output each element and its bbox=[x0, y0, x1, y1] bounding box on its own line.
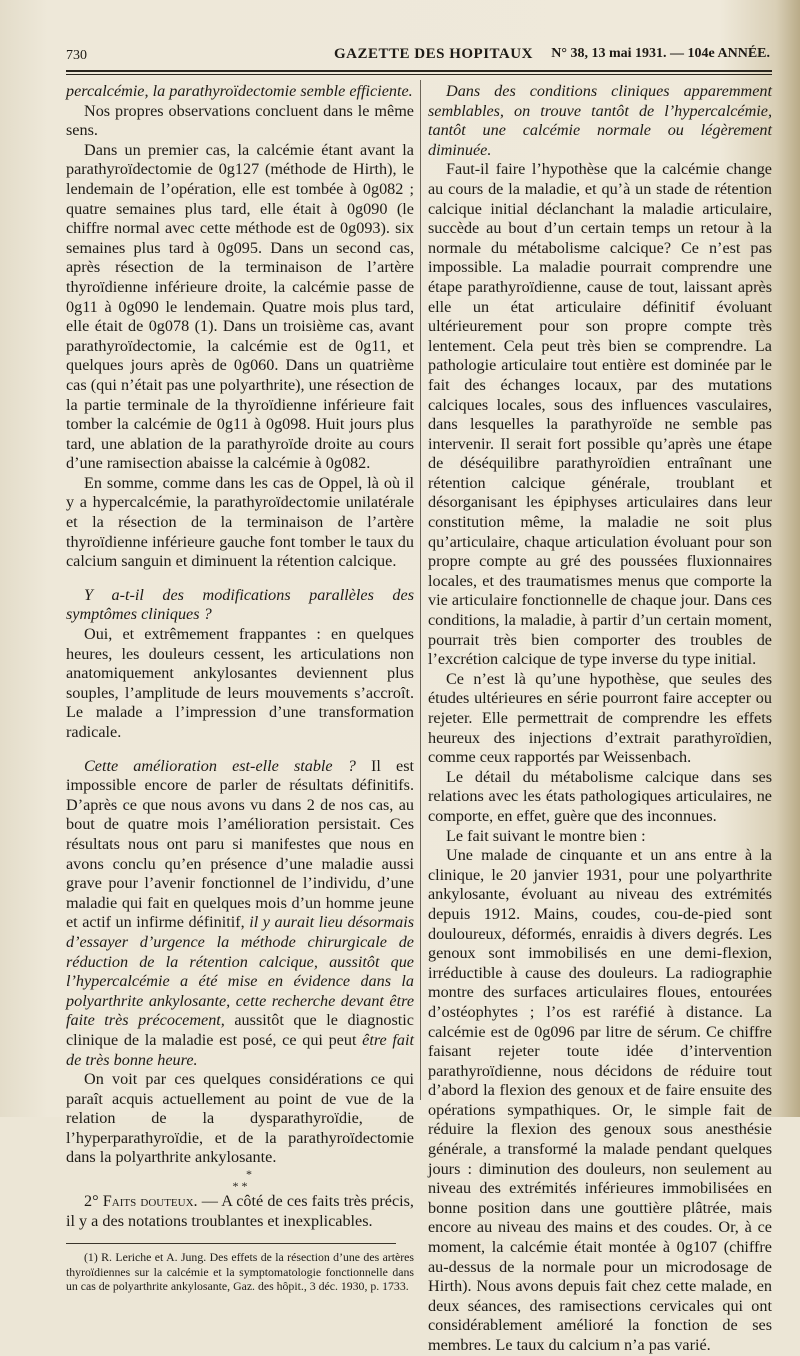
section-heading: Dans des conditions cliniques apparemment semblables, on trouve tantôt de l’hypercalcémie, tantôt une calcémie normale ou légèrement diminuée. bbox=[428, 82, 772, 159]
right-column bbox=[428, 82, 772, 1356]
paragraph bbox=[66, 757, 414, 1071]
header-rule-thick bbox=[66, 70, 772, 72]
paragraph: Le fait suivant le montre bien : bbox=[446, 826, 646, 845]
paragraph: Le détail du métabolisme calcique dans ses relations avec les états pathologiques articulaires, ne comporte, en effet, guère que des inconnues. bbox=[428, 767, 772, 825]
paragraph: Une malade de cinquante et un ans entre à la clinique, le 20 janvier 1931, pour une polyarthrite ankylosante, évoluant au niveau des extrémités depuis 1912. Mains, coudes, cou-de-pied sont douloureux, déformés, enraidis à divers degrés. Les genoux sont immobilisés en une demi-flexion, irréductible à cause des douleurs. La radiographie montre des surfaces articulaires floues, entourées d’ostéophytes ; l’os est raréfié à distance. La calcémie est de 0g096 par litre de sérum. Ce chiffre faisant rejeter toute idée d’intervention parathyroïdienne, nous décidons de réduire tout d’abord la flexion des genoux et de faire ensuite des opérations sympathiques. Or, le simple fait de réduire la flexion des genoux sous anesthésie générale, a transformé la malade pendant quelques jours : diminution des douleurs, non seulement au niveau des extrémités inférieures immobilisées en bonne position dans une gouttière plâtrée, mais encore au niveau des mains et des coudes. Or, à ce moment, la calcémie était montée à 0g107 (chiffre au-dessus de la normale pour un microdosage de Hirth). Nous avons depuis fait chez cette malade, en deux séances, des ramisections cervicales qui ont considérablement amélioré la fonction de ses membres. Le taux du calcium n’a pas varié. bbox=[428, 846, 772, 1354]
issue-info: N° 38, 13 mai 1931. — 104e ANNÉE. bbox=[551, 46, 770, 61]
section-heading: Y a-t-il des modifications parallèles des symptômes cliniques ? bbox=[66, 585, 414, 624]
page-header bbox=[66, 44, 770, 66]
paragraph: Dans un premier cas, la calcémie étant avant la parathyroïdectomie de 0g127 (méthode de Hirth), le lendemain de l’opération, elle est tombée à 0g082 ; quatre semaines plus tard, elle était à 0g090 (le chiffre normal avec cette méthode est de 0g093). six semaines plus tard à 0g095. Dans un second cas, après résection de la terminaison de l’artère thyroïdienne inférieure droite, la calcémie passe de 0g11 à 0g090 le lendemain. Quatre mois plus tard, elle était de 0g078 (1). Dans un troisième cas, avant parathyroïdectomie, la calcémie est de 0g11, et quelques jours après de 0g060. Dans un quatrième cas (qui n’était pas une polyarthrite), une résection de la partie terminale de la thyroïdienne inférieure fait tomber la calcémie de 0g11 à 0g098. Huit jours plus tard, une ablation de la parathyroïde droite au cours d’une ramisection abaisse la calcémie à 0g082. bbox=[66, 140, 414, 473]
journal-title: GAZETTE DES HOPITAUX bbox=[334, 46, 533, 62]
text-run: aussitôt que le diagnostic clinique de la maladie est posé, ce qui peut bbox=[66, 1011, 414, 1049]
left-column bbox=[66, 82, 414, 1293]
paragraph: En somme, comme dans les cas de Oppel, là où il y a hypercalcémie, la parathyroïdectomie unilatérale et la résection de la terminaison de l’artère thyroïdienne inférieure gauche font tomber le taux du calcium sanguin et diminuent la rétention calcique. bbox=[66, 473, 414, 571]
footnote-rule bbox=[66, 1243, 396, 1244]
footnote: (1) R. Leriche et A. Jung. Des effets de la résection d’une des artères thyroïdiennes sur la calcémie et la symptomatologie fonctionnelle dans un cas de polyarthrite ankylosante, Gaz. des hôpit., 3 déc. 1930, p. 1733. bbox=[66, 1250, 414, 1294]
italic-run: être fait de très bonne heure. bbox=[66, 1030, 414, 1069]
paragraph: Faut-il faire l’hypothèse que la calcémie change au cours de la maladie, et qu’à un stade de rétention calcique initial déclanchant la maladie articulaire, succède au bout d’un certain temps un retour à la normale du métabolisme calcique? Ce n’est pas impossible. La maladie pourrait comprendre une étape parathyroïdienne, cause de tout, laissant après elle un état articulaire définitif évoluant ultérieurement pour son propre compte très lentement. Cela peut très bien se comprendre. La pathologie articulaire tout entière est dominée par le fait des échanges locaux, par des mutations calciques locales, sous des influences vasculaires, dans lesquelles la parathyroïde ne semble pas intervenir. Il serait fort possible qu’après une étape de déséquilibre parathyroïdien entraînant une rétention calcique générale, troublant et désorganisant les épiphyses articulaires dans leur constitution même, la maladie ne soit plus qu’articulaire, chaque articulation évoluant pour son propre compte au gré des poussées fluxionnaires locales, et des traumatismes menus que comporte la vie articulaire fonctionnelle de chaque jour. Dans ces conditions, la maladie, à partir d’un certain moment, pourrait très bien comporter des troubles de l’excrétion calcique de type inverse du type initial. bbox=[428, 160, 772, 669]
italic-run: il y aurait lieu désormais d’essayer d’urgence la méthode chirurgicale de réduction de la rétention calcique, aussitôt que l’hypercalcémie a été mise en évidence dans la polyarthrite ankylosante, cette recherche devant être faite très précocement, bbox=[66, 913, 414, 1030]
italic-lead: Cette amélioration est-elle stable ? bbox=[84, 756, 356, 775]
text-run: Il est impossible encore de parler de résultats définitifs. D’après ce que nous avons vu dans 2 de nos cas, au bout de quatre mois l’amélioration persistait. Ces résultats nous ont paru si manifestes que nous en avons conclu qu’en présence d’une maladie aussi grave pour l’avenir fonctionnel de l’individu, d’une maladie qui fait en quelques mois d’un homme jeune et actif un infirme définitif, bbox=[66, 756, 414, 932]
small-caps-heading: Faits douteux bbox=[102, 1192, 194, 1211]
page-number: 730 bbox=[66, 48, 87, 63]
paragraph: Oui, et extrêmement frappantes : en quelques heures, les douleurs cessent, les articulations non anatomiquement ankylosantes deviennent plus souples, l’amplitude de leurs mouvements s’accroît. Le malade a l’impression d’une transformation radicale. bbox=[66, 625, 414, 741]
text-run: . — A côté de ces faits très précis, il y a des notations troublantes et inexplicables. bbox=[66, 1192, 414, 1230]
header-rule-thin bbox=[66, 74, 772, 75]
paragraph: percalcémie, la parathyroïdectomie semble efficiente. bbox=[66, 82, 413, 100]
section-stars: * * * bbox=[232, 1167, 252, 1194]
text-run: 2° bbox=[84, 1192, 103, 1211]
paragraph: Ce n’est là qu’une hypothèse, que seules des études ultérieures en série pourront faire accepter ou rejeter. Elle permettrait de comprendre les effets heureux des injections d’extrait parathyroïdien, comme ceux rapportés par Weissenbach. bbox=[428, 669, 772, 767]
paragraph: Nos propres observations concluent dans le même sens. bbox=[66, 101, 414, 140]
paragraph bbox=[66, 1192, 414, 1231]
column-divider bbox=[420, 80, 421, 1100]
paragraph: On voit par ces quelques considérations ce qui paraît acquis actuellement au point de vue de la relation de la dysparathyroïdie, de l’hyperparathyroïdie, et de la parathyroïdectomie dans la polyarthrite ankylosante. bbox=[66, 1070, 414, 1167]
